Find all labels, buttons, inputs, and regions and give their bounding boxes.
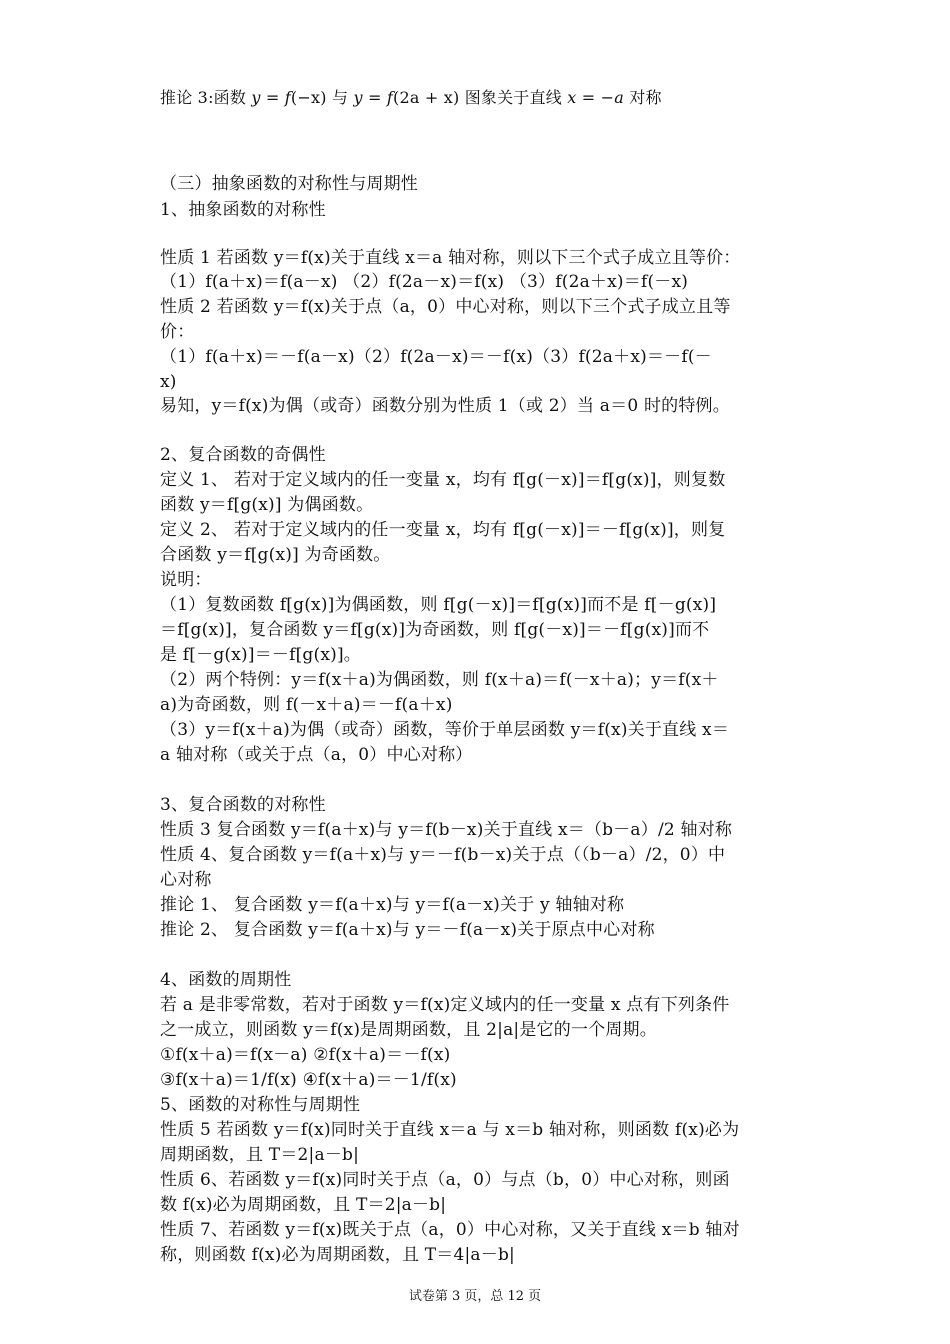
property-2-formulas: （1）f(a＋x)＝－f(a－x)（2）f(2a－x)＝－f(x)（3）f(2a＋x)＝－f(－ [160, 347, 712, 367]
explanation-2: （2）两个特例：y＝f(x＋a)为偶函数，则 f(x＋a)＝f(－x＋a)；y＝f(x＋ [160, 670, 719, 690]
equals-sign: = [362, 88, 387, 107]
section-heading: （三）抽象函数的对称性与周期性 [160, 174, 418, 194]
var-y: y [251, 88, 261, 107]
page-footer [0, 1288, 950, 1306]
property-1-text: 性质 1 若函数 y＝f(x)关于直线 x＝a 轴对称，则以下三个式子成立且等价： [160, 248, 741, 268]
equals-neg: = − [576, 88, 615, 107]
corollary-3 [160, 86, 800, 110]
property-5-text: 性质 5 若函数 y＝f(x)同时关于直线 x＝a 与 x＝b 轴对称，则函数 f(x)必为 [160, 1120, 740, 1140]
subsection-heading: 4、函数的周期性 [160, 970, 292, 990]
explanation-1-cont: ＝f[g(x)]，复合函数 y＝f[g(x)]为奇函数，则 f[g(－x)]＝－f[g(x)]而不 [160, 620, 710, 640]
explanation-1: （1）复数函数 f[g(x)]为偶函数，则 f[g(－x)]＝f[g(x)]而不是 f[－g(x)] [160, 595, 717, 615]
periodicity-conditions-1: ①f(x＋a)＝f(x－a) ②f(x＋a)＝－f(x) [160, 1045, 451, 1065]
property-2-formulas-cont: x) [160, 372, 177, 392]
periodicity-text: 若 a 是非零常数，若对于函数 y＝f(x)定义域内的任一变量 x 点有下列条件 [160, 995, 730, 1015]
footer-mid: 页，总 [460, 1289, 508, 1304]
explanation-1-cont: 是 f[－g(x)]＝－f[g(x)]。 [160, 645, 361, 665]
corollary-3-label: 推论 3:函数 [160, 88, 247, 107]
subsection-heading: 5、函数的对称性与周期性 [160, 1095, 361, 1115]
property-6-text-cont: 数 f(x)必为周期函数，且 T＝2|a－b| [160, 1195, 447, 1215]
explanation-3: （3）y＝f(x＋a)为偶（或奇）函数，等价于单层函数 y＝f(x)关于直线 x＝ [160, 720, 730, 740]
property-2-text-cont: 价： [160, 322, 195, 342]
definition-1-text-cont: 函数 y＝f[g(x)] 为偶函数。 [160, 495, 374, 515]
property-7-text-cont: 称，则函数 f(x)必为周期函数，且 T＝4|a－b| [160, 1245, 515, 1265]
definition-2-text: 定义 2、 若对于定义域内的任一变量 x，均有 f[g(－x)]＝－f[g(x)]，则复 [160, 520, 726, 540]
property-5-text-cont: 周期函数，且 T＝2|a－b| [160, 1145, 360, 1165]
property-2-text: 性质 2 若函数 y＝f(x)关于点（a，0）中心对称，则以下三个式子成立且等 [160, 297, 731, 317]
subsection-heading: 1、抽象函数的对称性 [160, 200, 326, 220]
var-y: y [353, 88, 363, 107]
footer-pre: 试卷第 [408, 1289, 452, 1304]
arg-neg-x: (−x) [290, 88, 327, 107]
property-3-text: 性质 3 复合函数 y＝f(a＋x)与 y＝f(b－x)关于直线 x＝（b－a）/2 轴对称 [160, 820, 733, 840]
subsection-heading: 3、复合函数的对称性 [160, 795, 326, 815]
arg-2a-plus-x: (2a + x) [393, 88, 460, 107]
corollary-1-text: 推论 1、 复合函数 y＝f(a＋x)与 y＝f(a－x)关于 y 轴轴对称 [160, 895, 625, 915]
property-7-text: 性质 7、若函数 y＝f(x)既关于点（a，0）中心对称，又关于直线 x＝b 轴对 [160, 1220, 740, 1240]
equals-sign: = [260, 88, 285, 107]
explanation-3-cont: a 轴对称（或关于点（a，0）中心对称） [160, 745, 473, 765]
periodicity-text-cont: 之一成立，则函数 y＝f(x)是周期函数，且 2|a|是它的一个周期。 [160, 1020, 657, 1040]
property-6-text: 性质 6、若函数 y＝f(x)同时关于点（a，0）与点（b，0）中心对称，则函 [160, 1170, 730, 1190]
explanation-2-cont: a)为奇函数，则 f(－x＋a)＝－f(a＋x) [160, 695, 453, 715]
property-4-text: 性质 4、复合函数 y＝f(a＋x)与 y＝－f(b－x)关于点（（b－a）/2，0）中 [160, 845, 726, 865]
property-1-formulas: （1）f(a＋x)＝f(a－x) （2）f(2a－x)＝f(x) （3）f(2a＋x)＝f(－x) [160, 272, 689, 292]
corollary-2-text: 推论 2、 复合函数 y＝f(a＋x)与 y＝－f(a－x)关于原点中心对称 [160, 920, 655, 940]
definition-2-text-cont: 合函数 y＝f[g(x)] 为奇函数。 [160, 545, 391, 565]
page-total: 12 [507, 1289, 525, 1304]
footer-post: 页 [524, 1289, 542, 1304]
var-a: a [614, 88, 624, 107]
connector-text: 与 [331, 88, 349, 107]
definition-1-text: 定义 1、 若对于定义域内的任一变量 x，均有 f[g(－x)]＝f[g(x)]，则复数 [160, 470, 726, 490]
explanation-label: 说明： [160, 570, 212, 590]
func-f: f [386, 88, 393, 107]
connector-text: 图象关于直线 [464, 88, 562, 107]
subsection-heading: 2、复合函数的奇偶性 [160, 445, 326, 465]
periodicity-conditions-2: ③f(x＋a)＝1/f(x) ④f(x＋a)＝－1/f(x) [160, 1070, 457, 1090]
note-text: 易知，y＝f(x)为偶（或奇）函数分别为性质 1（或 2）当 a＝0 时的特例。 [160, 396, 730, 416]
page-number: 3 [451, 1289, 461, 1304]
var-x: x [567, 88, 577, 107]
tail-text: 对称 [629, 88, 662, 107]
property-4-text-cont: 心对称 [160, 870, 212, 890]
func-f: f [284, 88, 291, 107]
